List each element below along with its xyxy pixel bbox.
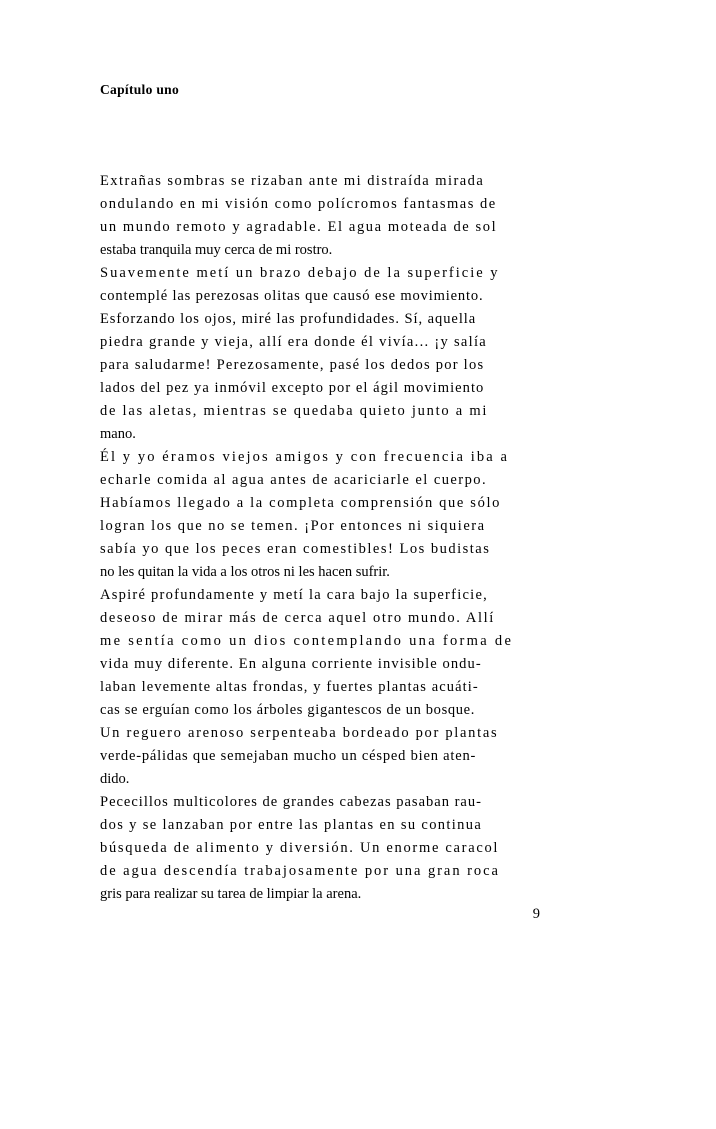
text-line: Suavemente metí un brazo debajo de la superficie y bbox=[100, 265, 500, 281]
body-text-block bbox=[100, 170, 612, 906]
text-line: estaba tranquila muy cerca de mi rostro. bbox=[100, 242, 333, 258]
paragraph bbox=[100, 446, 612, 584]
text-line: gris para realizar su tarea de limpiar la arena. bbox=[100, 886, 362, 902]
text-line: ondulando en mi visión como polícromos fantasmas de bbox=[100, 196, 497, 212]
text-line: para saludarme! Perezosamente, pasé los dedos por los bbox=[100, 357, 485, 373]
text-line: me sentía como un dios contemplando una forma de bbox=[100, 633, 514, 649]
text-line: un mundo remoto y agradable. El agua moteada de sol bbox=[100, 219, 498, 235]
text-line: vida muy diferente. En alguna corriente invisible ondu- bbox=[100, 656, 482, 672]
text-line: de agua descendía trabajosamente por una gran roca bbox=[100, 863, 500, 879]
text-line: dos y se lanzaban por entre las plantas en su continua bbox=[100, 817, 483, 833]
paragraph bbox=[100, 584, 612, 791]
text-line: echarle comida al agua antes de acariciarle el cuerpo. bbox=[100, 472, 488, 488]
text-line: Extrañas sombras se rizaban ante mi distraída mirada bbox=[100, 173, 485, 189]
page-number bbox=[100, 903, 612, 926]
text-line: contemplé las perezosas olitas que causó ese movimiento. bbox=[100, 288, 484, 304]
text-line: mano. bbox=[100, 426, 136, 442]
text-line: deseoso de mirar más de cerca aquel otro mundo. Allí bbox=[100, 610, 495, 626]
paragraph bbox=[100, 791, 612, 906]
text-line: Un reguero arenoso serpenteaba bordeado por plantas bbox=[100, 725, 499, 741]
text-line: no les quitan la vida a los otros ni les hacen sufrir. bbox=[100, 564, 390, 580]
text-line: Aspiré profundamente y metí la cara bajo la superficie, bbox=[100, 587, 489, 603]
text-line: de las aletas, mientras se quedaba quieto junto a mi bbox=[100, 403, 489, 419]
text-line: cas se erguían como los árboles gigantescos de un bosque. bbox=[100, 702, 476, 718]
text-line: Esforzando los ojos, miré las profundidades. Sí, aquella bbox=[100, 311, 477, 327]
paragraph bbox=[100, 170, 612, 262]
text-line: verde-pálidas que semejaban mucho un césped bien aten- bbox=[100, 748, 477, 764]
text-line: Pececillos multicolores de grandes cabezas pasaban rau- bbox=[100, 794, 482, 810]
text-line: laban levemente altas frondas, y fuertes plantas acuáti- bbox=[100, 679, 479, 695]
text-line: sabía yo que los peces eran comestibles! Los budistas bbox=[100, 541, 491, 557]
text-line: Habíamos llegado a la completa comprensión que sólo bbox=[100, 495, 502, 511]
text-line: dido. bbox=[100, 771, 130, 787]
text-line: Él y yo éramos viejos amigos y con frecuencia iba a bbox=[100, 449, 510, 465]
paragraph bbox=[100, 262, 612, 446]
text-line: lados del pez ya inmóvil excepto por el ágil movimiento bbox=[100, 380, 485, 396]
text-line: logran los que no se temen. ¡Por entonces ni siquiera bbox=[100, 518, 486, 534]
text-line: búsqueda de alimento y diversión. Un enorme caracol bbox=[100, 840, 500, 856]
text-line: piedra grande y vieja, allí era donde él vivía... ¡y salía bbox=[100, 334, 488, 350]
page-number-value: 9 bbox=[532, 906, 540, 922]
chapter-title: Capítulo uno bbox=[100, 82, 180, 97]
